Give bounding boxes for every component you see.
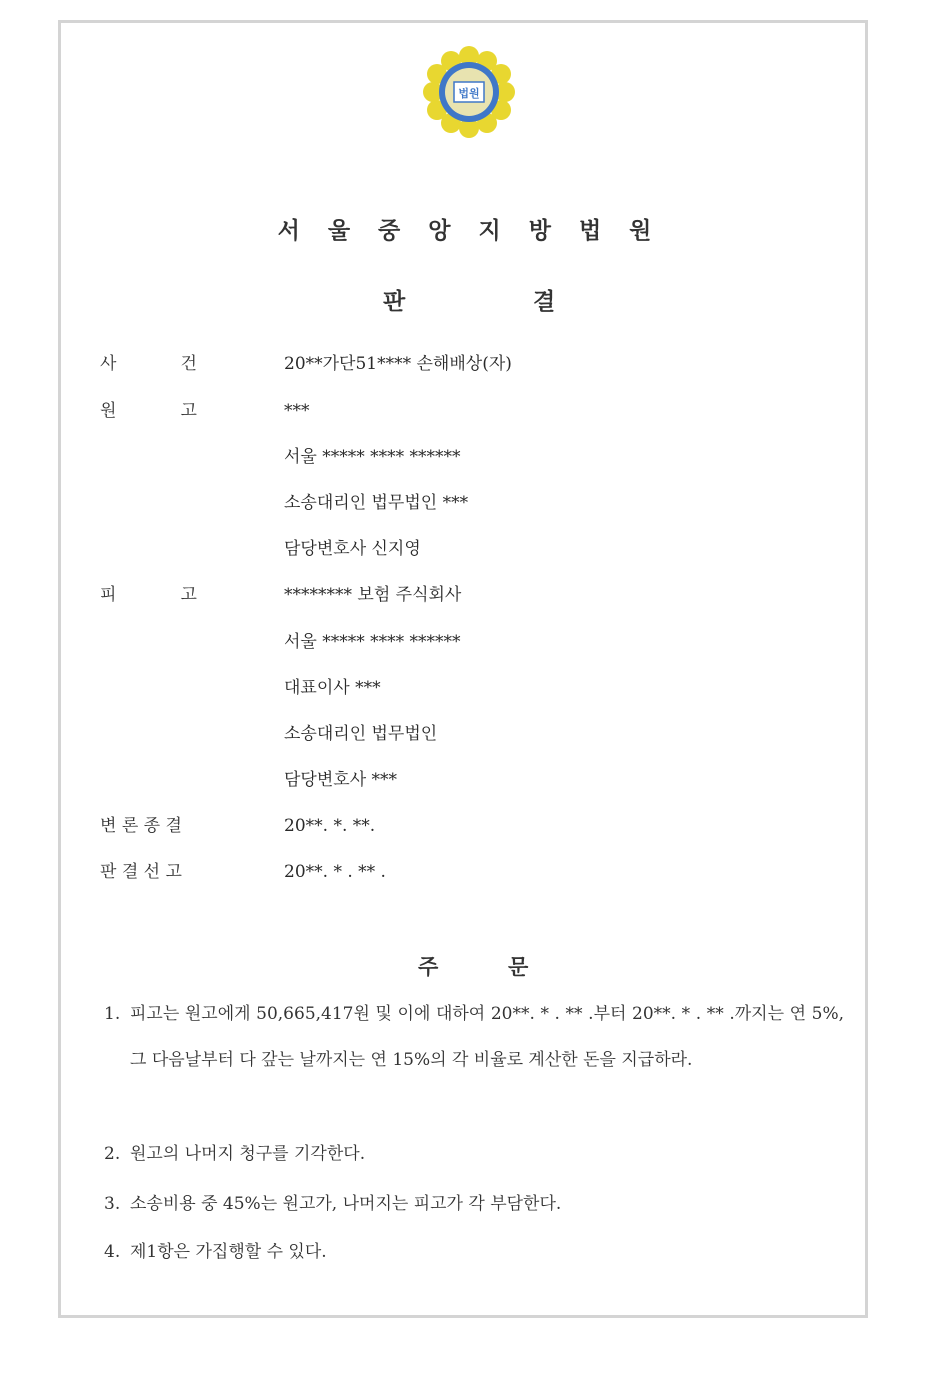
sentence-label: 판 결 선 고 <box>100 862 182 882</box>
order-item-number: 2. <box>104 1144 121 1164</box>
plaintiff-label: 원 고 <box>100 401 197 421</box>
order-item-number: 1. <box>104 1004 121 1024</box>
court-name: 서 울 중 앙 지 방 법 원 <box>277 218 662 244</box>
defendant-attorney-firm: 소송대리인 법무법인 <box>284 724 438 744</box>
doc-type-char-1: 판 <box>383 289 406 315</box>
plaintiff-attorney-firm: 소송대리인 법무법인 *** <box>284 493 469 513</box>
order-item-1 <box>104 991 844 1083</box>
defendant-address: 서울 ***** **** ****** <box>284 632 461 652</box>
order-item-number: 3. <box>104 1194 121 1214</box>
order-item-text: 피고는 원고에게 50,665,417원 및 이에 대하여 20**. * . ** .부터 20**. * . ** .까지는 연 5%, 그 다음날부터 다 갚는 날까지는 연 15%의 각 비율로 계산한 돈을 지급하라. <box>130 1004 844 1070</box>
order-title-char-1: 주 <box>418 955 439 979</box>
closing-date: 20**. *. **. <box>284 816 376 836</box>
defendant-label: 피 고 <box>100 585 197 605</box>
order-title-char-2: 문 <box>508 955 529 979</box>
order-item-2 <box>104 1131 844 1177</box>
order-item-text: 제1항은 가집행할 수 있다. <box>130 1242 327 1262</box>
court-seal-icon <box>421 44 517 140</box>
closing-label: 변 론 종 결 <box>100 816 182 836</box>
order-item-text: 원고의 나머지 청구를 기각한다. <box>130 1144 366 1164</box>
defendant-representative: 대표이사 *** <box>284 678 381 698</box>
order-item-text: 소송비용 중 45%는 원고가, 나머지는 피고가 각 부담한다. <box>130 1194 562 1214</box>
svg-text:법원: 법원 <box>458 87 480 100</box>
order-item-number: 4. <box>104 1242 121 1262</box>
order-item-3 <box>104 1181 844 1227</box>
plaintiff-address: 서울 ***** **** ****** <box>284 447 461 467</box>
doc-type-char-2: 결 <box>533 289 556 315</box>
defendant-lawyer: 담당변호사 *** <box>284 770 398 790</box>
plaintiff-lawyer: 담당변호사 신지영 <box>284 539 421 559</box>
order-item-4 <box>104 1229 844 1275</box>
plaintiff-name: *** <box>284 401 310 421</box>
case-value: 20**가단51**** 손해배상(자) <box>284 354 512 374</box>
sentence-date: 20**. * . ** . <box>284 862 386 882</box>
case-label: 사 건 <box>100 354 197 374</box>
defendant-name: ******** 보험 주식회사 <box>284 585 462 605</box>
